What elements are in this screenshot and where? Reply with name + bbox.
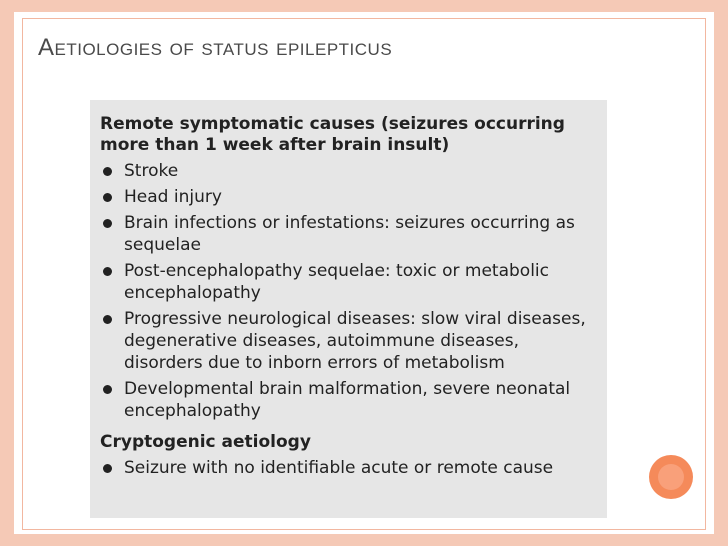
list-item: [100, 308, 597, 374]
list-item: [100, 378, 597, 422]
bullet-icon: [103, 315, 112, 324]
slide-title: Aetiologies of status epilepticus: [38, 34, 393, 61]
bullet-icon: [103, 385, 112, 394]
slide-border-left: [0, 0, 14, 546]
slide-border-bottom: [0, 534, 728, 546]
list-item: [100, 260, 597, 304]
list-item-text: Developmental brain malformation, severe neonatal encephalopathy: [124, 379, 571, 421]
list-item: [100, 186, 597, 208]
list-item-text: Progressive neurological diseases: slow viral diseases, degenerative diseases, autoimmune diseases, disorders due to inborn errors of metabolism: [124, 309, 586, 373]
list-item: [100, 160, 597, 182]
section-heading-remote: Remote symptomatic causes (seizures occurring more than 1 week after brain insult): [100, 114, 565, 155]
decorative-circle-highlight: [658, 464, 684, 490]
decorative-circle-icon: [649, 455, 693, 499]
section-heading-cryptogenic: Cryptogenic aetiology: [100, 432, 311, 452]
list-item-text: Seizure with no identifiable acute or remote cause: [124, 458, 554, 478]
remote-causes-list: [100, 160, 597, 422]
list-item-text: Stroke: [124, 161, 179, 181]
cryptogenic-list: [100, 457, 597, 479]
bullet-icon: [103, 219, 112, 228]
bullet-icon: [103, 193, 112, 202]
bullet-icon: [103, 167, 112, 176]
bullet-icon: [103, 267, 112, 276]
slide-border-top: [0, 0, 728, 12]
slide-border-right: [714, 0, 728, 546]
list-item-text: Head injury: [124, 187, 222, 207]
bullet-icon: [103, 464, 112, 473]
list-item: [100, 212, 597, 256]
list-item-text: Brain infections or infestations: seizures occurring as sequelae: [124, 213, 575, 255]
aetiology-table-image: [90, 100, 607, 518]
list-item: [100, 457, 597, 479]
list-item-text: Post-encephalopathy sequelae: toxic or metabolic encephalopathy: [124, 261, 549, 303]
